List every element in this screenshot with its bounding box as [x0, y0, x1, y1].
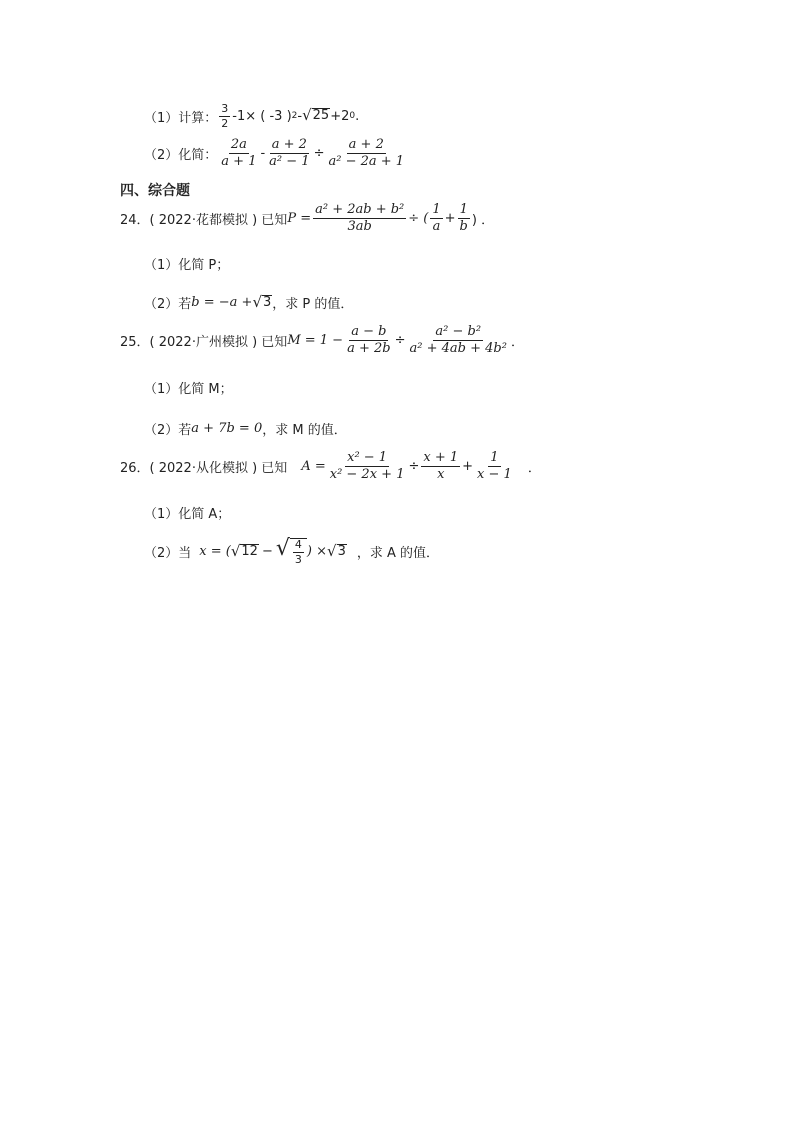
q25-var: M = 1 − — [287, 332, 344, 348]
q24-p2-math: b = −a + — [191, 295, 253, 310]
q23-p1-label: （1）计算： — [144, 110, 218, 126]
q23-p1-sqrt: √ 25 — [302, 106, 330, 125]
q25-stem-text: 25．( 2022·广州模拟 ) 已知 — [120, 334, 288, 350]
q26-p2-sqrt2: √ $\frac{4}{3}$ — [276, 538, 307, 565]
q23-p2-minus: - — [260, 145, 266, 161]
q24-plus: + — [444, 210, 456, 226]
q26-part1: （1）化简 A； — [144, 507, 231, 522]
q23-p1-exp0: 0 — [349, 111, 356, 122]
q25-p2-post: ，求 M 的值． — [262, 423, 347, 438]
q26-frac2: $\frac{x + 1}{x}$ — [423, 450, 459, 482]
q24-close: ) ． — [471, 212, 495, 228]
q24-frac2: $\frac{1}{a}$ — [432, 202, 441, 234]
q26-op: ÷ — [408, 458, 420, 474]
q26-part2 — [144, 538, 439, 565]
q26-p2-pre: （2）当 — [144, 546, 192, 562]
q23-part1 — [144, 103, 359, 129]
q23-p2-frac1: $\frac{2a}{a + 1}$ — [221, 137, 257, 169]
q23-p2-frac3: $\frac{a + 2}{\text{a² − 2a + 1}}$ — [328, 137, 405, 169]
q26-p2-sqrt1: √ 12 — [230, 541, 258, 560]
q23-part2 — [144, 138, 408, 168]
q23-p1-fraction: $\frac{3}{2}$ — [221, 102, 229, 130]
q26-p2-var: x = ( — [199, 544, 231, 560]
q25-op: ÷ — [394, 332, 406, 348]
q26-p2-times: ) × — [306, 544, 327, 560]
q24-stem — [120, 203, 494, 233]
q23-p1-exp: 2 — [291, 111, 298, 122]
q26-frac1: $\frac{\text{x² − 1}}{\text{x² − 2x + 1}}$ — [329, 450, 405, 482]
q26-p2-sqrt3: √ 3 — [327, 541, 346, 560]
q23-p2-div: ÷ — [313, 145, 325, 161]
q25-frac1: $\frac{a - b}{a + 2b}$ — [347, 324, 391, 356]
q26-p2-minus: − — [261, 544, 273, 560]
q23-p1-rest3: +2 — [330, 108, 350, 124]
q25-frac2: $\frac{\text{a² − b²}}{\text{a² + 4ab + 4b²}}$ — [409, 324, 507, 356]
q23-p1-rest1: -1× ( -3 ) — [232, 108, 292, 124]
section-title: 四、综合题 — [120, 183, 190, 199]
q24-stem-text: 24．( 2022·花都模拟 ) 已知 — [120, 212, 288, 228]
q26-var: A = — [301, 458, 326, 474]
q23-p2-frac2: $\frac{a + 2}{\text{a² − 1}}$ — [269, 137, 310, 169]
q24-var: P = — [287, 210, 312, 226]
q25-end: ． — [510, 334, 524, 350]
q24-p2-sqrt: √ 3 — [252, 292, 272, 311]
q23-p1-end: . — [355, 108, 360, 124]
q24-frac1: $\frac{\text{a² + 2ab + b²}}{3ab}$ — [315, 202, 405, 234]
q25-stem — [120, 325, 524, 355]
q26-stem — [120, 451, 541, 481]
q24-op: ÷ ( — [408, 210, 429, 226]
q25-part2 — [144, 419, 347, 438]
q26-end: ． — [527, 460, 541, 476]
q26-stem-text: 26．( 2022·从化模拟 ) 已知 — [120, 460, 288, 476]
q23-p2-label: （2）化简： — [144, 147, 218, 163]
q26-plus: + — [462, 458, 474, 474]
q24-part1: （1）化简 P； — [144, 258, 230, 273]
q23-p1-rest2: - — [297, 108, 303, 124]
q26-frac3: $\frac{1}{x - 1}$ — [477, 450, 512, 482]
q25-p2-pre: （2）若 — [144, 423, 192, 438]
q24-part2 — [144, 293, 353, 312]
q24-frac3: $\frac{1}{b}$ — [459, 202, 468, 234]
q24-p2-pre: （2）若 — [144, 297, 192, 312]
q26-p2-post: ，求 A 的值． — [356, 546, 440, 562]
q24-p2-post: ，求 P 的值． — [272, 297, 354, 312]
q25-part1: （1）化简 M； — [144, 382, 233, 397]
q25-p2-math: a + 7b = 0 — [191, 421, 263, 436]
